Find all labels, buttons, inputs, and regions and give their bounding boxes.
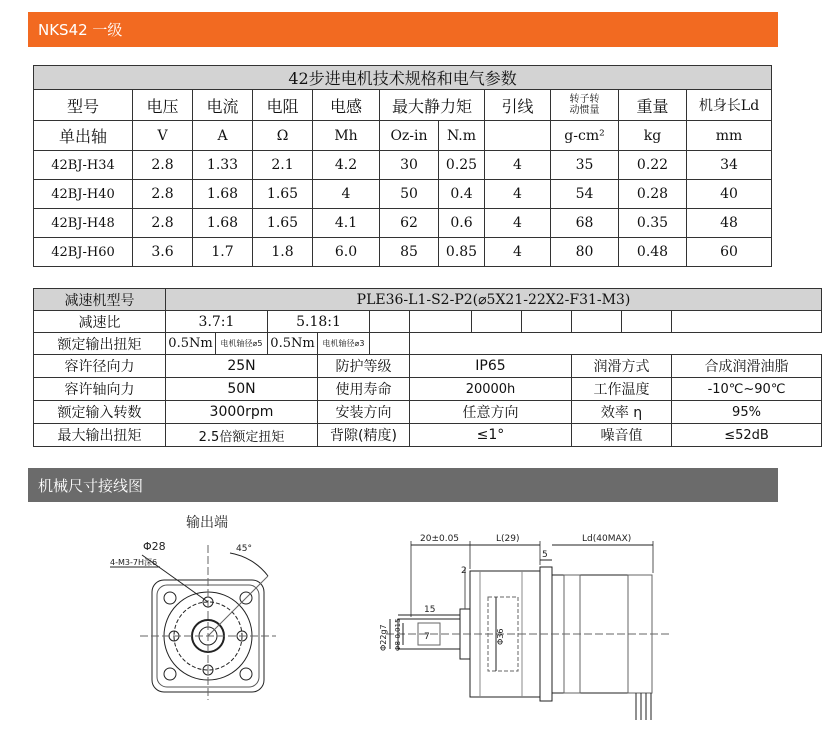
row-label: 额定输入转数 (34, 401, 166, 424)
spec-value: ≤52dB (672, 424, 822, 447)
empty-cell (672, 311, 822, 333)
row-label: 减速比 (34, 311, 166, 333)
cell: 2.1 (253, 151, 313, 180)
motor-spec-table (33, 65, 772, 267)
cell: 2.8 (133, 209, 193, 238)
unit-cell: A (193, 121, 253, 151)
unit-cell: N.m (439, 121, 485, 151)
unit-cell: 单出轴 (34, 121, 133, 151)
spec-value: 3000rpm (166, 401, 318, 424)
gearbox-model-value: PLE36-L1-S2-P2(⌀5X21-22X2-F31-M3) (166, 289, 822, 311)
col-header: 重量 (619, 90, 687, 121)
cell: 1.33 (193, 151, 253, 180)
cell: 4 (313, 180, 380, 209)
cell: 4 (485, 238, 551, 267)
table-row (34, 151, 772, 180)
cell: 50 (380, 180, 439, 209)
cell: 34 (687, 151, 772, 180)
spec-row (34, 378, 822, 401)
cell: 3.6 (133, 238, 193, 267)
cell: 0.6 (439, 209, 485, 238)
unit-cell: Oz-in (380, 121, 439, 151)
cell: 2.8 (133, 180, 193, 209)
unit-cell: V (133, 121, 193, 151)
col-header: 电感 (313, 90, 380, 121)
dim-7: 7 (424, 632, 430, 642)
cell: 0.85 (439, 238, 485, 267)
cell: 4 (485, 180, 551, 209)
cell: 1.65 (253, 180, 313, 209)
dim-20: 20±0.05 (420, 534, 460, 544)
dim-5: 5 (542, 550, 548, 560)
cell: 0.4 (439, 180, 485, 209)
unit-cell: Mh (313, 121, 380, 151)
empty-cell (410, 333, 822, 355)
spec-value: 95% (672, 401, 822, 424)
spec-value: 2.5倍额定扭矩 (166, 424, 318, 447)
dim-phi22: Φ22g7 (379, 624, 388, 651)
unit-cell: mm (687, 121, 772, 151)
front-view (110, 545, 276, 700)
cell: 42BJ-H40 (34, 180, 133, 209)
empty-cell (370, 311, 410, 333)
empty-cell (472, 311, 522, 333)
spec-label: 润滑方式 (572, 355, 672, 378)
empty-cell (622, 311, 672, 333)
dim-phi28: Φ28 (143, 540, 166, 553)
cell: 4.1 (313, 209, 380, 238)
empty-cell (572, 311, 622, 333)
unit-cell: kg (619, 121, 687, 151)
table-header-row (34, 90, 772, 121)
torque-note: 电机轴径⌀5 (216, 333, 268, 355)
spec-label: 工作温度 (572, 378, 672, 401)
col-header: 最大静力矩 (380, 90, 485, 121)
table-row (34, 180, 772, 209)
spec-label: 效率 η (572, 401, 672, 424)
ratio-value: 3.7:1 (166, 311, 268, 333)
cell: 35 (551, 151, 619, 180)
cell: 1.8 (253, 238, 313, 267)
col-header: 机身长Ld (687, 90, 772, 121)
cell: 40 (687, 180, 772, 209)
col-header-line: 动惯量 (569, 105, 600, 116)
spec-label: 安装方向 (318, 401, 410, 424)
table-row (34, 209, 772, 238)
cell: 48 (687, 209, 772, 238)
spec-row (34, 424, 822, 447)
unit-cell: g-cm² (551, 121, 619, 151)
unit-cell: Ω (253, 121, 313, 151)
col-header: 电阻 (253, 90, 313, 121)
cell: 54 (551, 180, 619, 209)
section-title: 机械尺寸接线图 (38, 476, 144, 495)
dim-Ld: Ld(40MAX) (582, 534, 632, 544)
dim-15: 15 (424, 605, 436, 615)
cell: 6.0 (313, 238, 380, 267)
cell: 42BJ-H60 (34, 238, 133, 267)
section-banner-nks42 (28, 12, 778, 47)
cell: 0.35 (619, 209, 687, 238)
spec-label: 背隙(精度) (318, 424, 410, 447)
spec-value: 50N (166, 378, 318, 401)
output-end-label: 输出端 (186, 515, 228, 531)
torque-value: 0.5Nm (268, 333, 318, 355)
torque-value: 0.5Nm (166, 333, 216, 355)
spec-value: 20000h (410, 378, 572, 401)
spec-label: 防护等级 (318, 355, 410, 378)
cell: 0.25 (439, 151, 485, 180)
cell: 85 (380, 238, 439, 267)
corner-hole (164, 592, 176, 604)
dim-2: 2 (461, 566, 467, 576)
col-header: 电流 (193, 90, 253, 121)
spec-value: 25N (166, 355, 318, 378)
cell: 68 (551, 209, 619, 238)
cell: 4 (485, 151, 551, 180)
cell: 42BJ-H34 (34, 151, 133, 180)
cell: 1.68 (193, 209, 253, 238)
dim-angle: 45° (236, 544, 252, 554)
row-label: 容许轴向力 (34, 378, 166, 401)
spec-value: IP65 (410, 355, 572, 378)
spec-value: -10℃~90℃ (672, 378, 822, 401)
cell: 4.2 (313, 151, 380, 180)
row-label: 最大输出扭矩 (34, 424, 166, 447)
dim-phi36: Φ36 (496, 628, 505, 645)
spec-row (34, 401, 822, 424)
col-header: 型号 (34, 90, 133, 121)
row-label: 额定输出扭矩 (34, 333, 166, 355)
cell: 2.8 (133, 151, 193, 180)
col-header: 引线 (485, 90, 551, 121)
col-header (551, 90, 619, 121)
side-view (386, 541, 670, 720)
angle-arc (230, 553, 268, 576)
corner-hole (240, 668, 252, 680)
table-caption: 42步进电机技术规格和电气参数 (34, 66, 772, 90)
spec-label: 噪音值 (572, 424, 672, 447)
cell: 60 (687, 238, 772, 267)
spec-label: 使用寿命 (318, 378, 410, 401)
gearbox-spec-table (33, 288, 822, 447)
dim-holes: 4-M3-7H深6 (110, 558, 158, 567)
section-title: NKS42 一级 (38, 21, 123, 39)
spec-value: 任意方向 (410, 401, 572, 424)
units-row (34, 121, 772, 151)
cell: 30 (380, 151, 439, 180)
cell: 0.48 (619, 238, 687, 267)
spec-value: 合成润滑油脂 (672, 355, 822, 378)
col-header-line: 转子转 (569, 94, 600, 105)
ratio-value: 5.18:1 (268, 311, 370, 333)
ratio-row (34, 311, 822, 333)
cell: 0.22 (619, 151, 687, 180)
row-label: 减速机型号 (34, 289, 166, 311)
spec-row (34, 355, 822, 378)
cell: 4 (485, 209, 551, 238)
empty-cell (522, 311, 572, 333)
spec-value: ≤1° (410, 424, 572, 447)
section-banner-drawing (28, 468, 778, 502)
cell: 0.28 (619, 180, 687, 209)
cell: 62 (380, 209, 439, 238)
cell: 1.65 (253, 209, 313, 238)
torque-note: 电机轴径⌀3 (318, 333, 370, 355)
row-label: 容许径向力 (34, 355, 166, 378)
table-caption-row (34, 66, 772, 90)
dim-L: L(29) (496, 534, 520, 544)
empty-cell (370, 333, 410, 355)
cell: 80 (551, 238, 619, 267)
corner-hole (164, 668, 176, 680)
gearbox-model-row (34, 289, 822, 311)
cell: 42BJ-H48 (34, 209, 133, 238)
cell: 1.68 (193, 180, 253, 209)
empty-cell (410, 311, 472, 333)
unit-cell (485, 121, 551, 151)
table-row (34, 238, 772, 267)
rated-torque-row (34, 333, 822, 355)
dim-phi8: Φ8-0.015 (394, 618, 402, 651)
mechanical-drawing (0, 505, 822, 730)
col-header: 电压 (133, 90, 193, 121)
cell: 1.7 (193, 238, 253, 267)
